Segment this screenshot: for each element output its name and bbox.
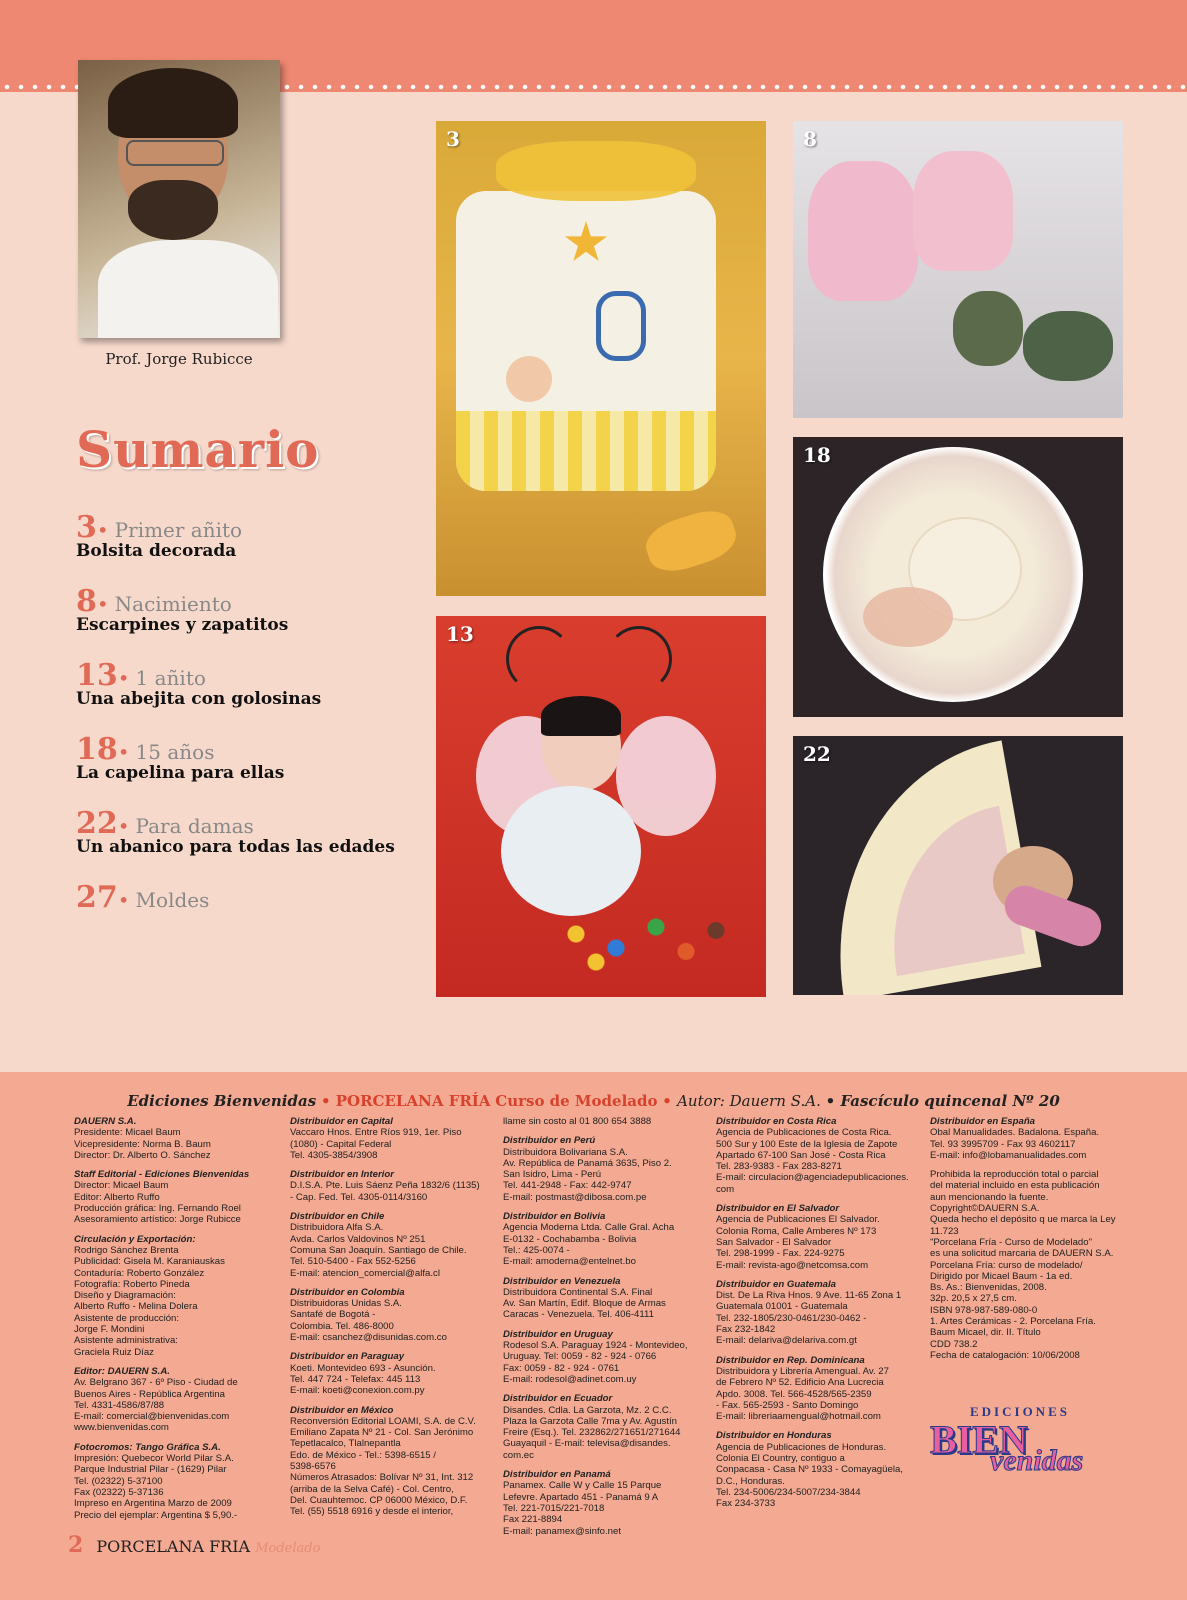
credits-line: Rodrigo Sánchez Brenta [74, 1244, 179, 1256]
credits-line: Apdo. 3008. Tel. 566-4528/565-2359 [716, 1388, 872, 1400]
bullet-icon: • [117, 814, 130, 838]
toc-subtitle: Un abanico para todas las edades [76, 837, 395, 857]
credits-line[interactable]: E-mail: csanchez@disunidas.com.co [290, 1332, 447, 1344]
credits-block [503, 1135, 703, 1203]
credits-line: Tel. 298-1999 - Fax. 224-9275 [716, 1248, 845, 1260]
credits-line[interactable]: E-mail: info@lobamanualidades.com [930, 1149, 1087, 1161]
credits-line: - Fax. 565-2593 - Santo Domingo [716, 1399, 859, 1411]
flower-bouquet [863, 587, 953, 647]
credits-line: Disandes. Cdla. La Garzota, Mz. 2 C.C. [503, 1404, 672, 1416]
toc-title: 15 años [135, 740, 215, 764]
credits-line: com.ec [503, 1449, 534, 1461]
credits-line[interactable]: E-mail: atencion_comercial@alfa.cl [290, 1267, 440, 1279]
credits-heading: Circulación y Exportación: [74, 1233, 196, 1245]
credits-line: de Febrero Nº 52. Edificio Ana Lucrecia [716, 1377, 884, 1389]
credits-heading: Staff Editorial - Ediciones Bienvenidas [74, 1169, 250, 1181]
publisher-name: Ediciones Bienvenidas [127, 1092, 317, 1110]
pink-bootie [808, 161, 918, 301]
credits-line: Graciela Ruiz Díaz [74, 1346, 154, 1358]
credits-line: (arriba de la Selva Café) - Col. Centro, [290, 1483, 454, 1495]
credits-line: Tel. 510-5400 - Fax 552-5256 [290, 1256, 416, 1268]
credits-block [74, 1366, 274, 1434]
credits-line: Fecha de catalogación: 10/06/2008 [930, 1349, 1080, 1361]
antenna [606, 626, 672, 692]
toc-page-number: 27 [76, 880, 118, 915]
credits-line: Publicidad: Gisela M. Karaniauskas [74, 1256, 225, 1268]
toc-title: Primer añito [114, 518, 243, 542]
bee-body [501, 786, 641, 916]
credits-heading: Distribuidor en Chile [290, 1211, 385, 1223]
toc-page-number: 18 [76, 732, 118, 767]
credits-line: Bs. As.: Bienvenidas, 2008. [930, 1282, 1047, 1294]
portrait-shirt [98, 240, 278, 338]
credits-line: Impreso en Argentina Marzo de 2009 [74, 1498, 232, 1510]
credits-line: Tel. 93 3995709 - Fax 93 4602117 [930, 1138, 1076, 1150]
footer-title: PORCELANA FRIA [96, 1537, 251, 1556]
credits-line: Plaza la Garzota Calle 7ma y Av. Agustín [503, 1415, 678, 1427]
credits-heading: Distribuidor en España [930, 1116, 1036, 1127]
credits-block [503, 1329, 703, 1385]
credits-block [74, 1442, 274, 1521]
credits-line: "Porcelana Fría - Curso de Modelado" [930, 1236, 1092, 1248]
credits-block [503, 1211, 703, 1267]
author-portrait [78, 60, 280, 338]
credits-line: Rodesol S.A. Paraguay 1924 - Montevideo, [503, 1340, 688, 1352]
photo-page-label: 13 [446, 622, 474, 646]
portrait-beard [128, 180, 218, 240]
credits-line: Guatemala 01001 - Guatemala [716, 1301, 848, 1313]
credits-line[interactable]: Guayaquil - E-mail: televisa@disandes. [503, 1438, 671, 1450]
toc-subtitle: Escarpines y zapatitos [76, 615, 289, 635]
credits-line: Contaduría: Roberto González [74, 1267, 205, 1279]
credits-line: Tel. 441-2948 - Fax: 442-9747 [503, 1180, 632, 1192]
credits-heading: Distribuidor en Paraguay [290, 1351, 405, 1363]
credits-line: Edo. de México - Tel.: 5398-6515 / [290, 1449, 436, 1461]
credits-heading: Distribuidor en Rep. Dominicana [716, 1354, 865, 1366]
credits-line: Prohibida la reproducción total o parcial [930, 1169, 1099, 1181]
photo-abejita [436, 616, 766, 997]
toc-subtitle: Bolsita decorada [76, 541, 237, 561]
credits-line: Alberto Ruffo - Melina Dolera [74, 1301, 198, 1313]
credits-block [716, 1355, 916, 1423]
credits-heading: Distribuidor en Honduras [716, 1430, 832, 1442]
credits-line: Tel. 221-7015/221-7018 [503, 1502, 605, 1514]
credits-line: Av. Belgrano 367 - 6º Piso - Ciudad de [74, 1377, 238, 1389]
toc-item[interactable] [76, 806, 416, 880]
credits-block [74, 1234, 274, 1358]
credits-line: del material incluido en esta publicación [930, 1180, 1100, 1192]
toc-title: Para damas [135, 814, 254, 838]
credits-line: Asistente administrativa: [74, 1335, 178, 1347]
portrait-hair [108, 68, 238, 138]
credits-line: Caracas - Venezuela. Tel. 406-4111 [503, 1309, 654, 1321]
credits-line: Fax 232-1842 [716, 1324, 776, 1336]
credits-line: Vaccaro Hnos. Entre Ríos 919, 1er. Piso [290, 1127, 462, 1139]
credits-heading: Distribuidor en Ecuador [503, 1393, 613, 1405]
credits-line: aun mencionando la fuente. [930, 1191, 1049, 1203]
credits-line[interactable]: E-mail: comercial@bienvenidas.com [74, 1411, 230, 1423]
credits-block [716, 1430, 916, 1509]
footer-subtitle: Modelado [255, 1541, 321, 1556]
credits-line: 1. Artes Cerámicas - 2. Porcelana Fría. [930, 1316, 1096, 1328]
toc-title: 1 añito [135, 666, 206, 690]
credits-line[interactable]: E-mail: postmast@dibosa.com.pe [503, 1191, 647, 1203]
credits-column-5 [930, 1116, 1145, 1369]
credits-line: San Isidro, Lima - Perú [503, 1169, 602, 1181]
credits-heading: Distribuidor en Guatemala [716, 1278, 836, 1290]
credits-line: Distribuidora Continental S.A. Final [503, 1286, 653, 1298]
baby-face [506, 356, 552, 402]
credits-block [290, 1287, 490, 1343]
credits-line: Conpacasa - Casa Nº 1933 - Comayagüela, [716, 1464, 903, 1476]
credits-line: Emiliano Zapata Nº 21 - Col. San Jerónimo [290, 1427, 474, 1439]
bullet-icon: • [96, 592, 109, 616]
collection-name: PORCELANA FRÍA [335, 1092, 491, 1110]
portrait-glasses [126, 140, 224, 166]
credits-line: D.C., Honduras. [716, 1475, 785, 1487]
photo-page-label: 18 [803, 443, 831, 467]
credits-line: Reconversión Editorial LOAMI, S.A. de C.V. [290, 1415, 476, 1427]
credits-line: Tel. 4305-3854/3908 [290, 1149, 378, 1161]
credits-heading: Distribuidor en Bolivia [503, 1211, 606, 1223]
sumario-title: Sumario [76, 420, 320, 479]
credits-line: Buenos Aires - República Argentina [74, 1388, 225, 1400]
credits-line: Tel. 234-5006/234-5007/234-3844 [716, 1486, 861, 1498]
credits-line: Distribuidora Alfa S.A. [290, 1222, 384, 1234]
floral-shoe [953, 291, 1023, 366]
credits-block [290, 1351, 490, 1396]
credits-line: Distribuidora Bolivariana S.A. [503, 1146, 628, 1158]
credits-line[interactable]: E-mail: koeti@conexion.com.py [290, 1385, 425, 1397]
credits-line: Agencia de Publicaciones de Honduras. [716, 1441, 887, 1453]
credits-line: Apartado 67-100 San José - Costa Rica [716, 1149, 886, 1161]
bag-stripes [456, 411, 716, 491]
credits-line: Colonia El Country, contiguo a [716, 1453, 845, 1465]
credits-line: Tel. 232-1805/230-0461/230-0462 - [716, 1312, 867, 1324]
credits-line[interactable]: E-mail: amoderna@entelnet.bo [503, 1256, 636, 1268]
credits-line: Comuna San Joaquín. Santiago de Chile. [290, 1244, 467, 1256]
credits-line: Agencia de Publicaciones de Costa Rica. [716, 1127, 892, 1139]
logo-ediciones: EDICIONES [970, 1404, 1070, 1419]
credits-line: Freire (Esq.). Tel. 232862/271651/271644 [503, 1427, 681, 1439]
credits-heading: Distribuidor en Perú [503, 1135, 596, 1147]
bullet-icon: • [117, 888, 130, 912]
author-caption: Prof. Jorge Rubicce [105, 350, 253, 368]
credits-block [503, 1469, 703, 1537]
photo-page-label: 3 [446, 127, 460, 151]
page-number: 2 [68, 1532, 84, 1558]
pink-bootie [913, 151, 1013, 271]
page-footer [68, 1532, 320, 1558]
credits-line[interactable]: E-mail: circulacion@agenciadepublicaciones. [716, 1172, 909, 1184]
credits-line: Av. San Martín, Edif. Bloque de Armas [503, 1298, 666, 1310]
credits-heading: Distribuidor en Uruguay [503, 1328, 613, 1340]
photo-escarpines [793, 121, 1123, 418]
credits-heading: Distribuidor en Venezuela [503, 1275, 621, 1287]
credits-heading: Distribuidor en Panamá [503, 1469, 611, 1481]
toc-item[interactable] [76, 658, 416, 732]
credits-line: llame sin costo al 01 800 654 3888 [503, 1116, 652, 1127]
photo-page-label: 8 [803, 127, 817, 151]
credits-heading: DAUERN S.A. [74, 1116, 137, 1127]
credits-block [74, 1169, 274, 1225]
table-of-contents [76, 510, 416, 954]
credits-line: Dist. De La Riva Hnos. 9 Ave. 11-65 Zona 1 [716, 1290, 902, 1302]
credits-block [290, 1405, 490, 1518]
credits-heading: Distribuidor en Interior [290, 1169, 394, 1181]
credits-block [290, 1211, 490, 1279]
antenna [506, 626, 572, 692]
candies [546, 906, 746, 976]
credits-line: Koeti. Montevideo 693 - Asunción. [290, 1362, 436, 1374]
credits-line: Avda. Carlos Valdovinos Nº 251 [290, 1233, 426, 1245]
credits-line: Del. Cuauhtemoc. CP 06000 México, D.F. [290, 1494, 468, 1506]
credits-line: Vicepresidente: Norma B. Baum [74, 1138, 211, 1150]
toc-page-number: 22 [76, 806, 118, 841]
candy-wrappers [496, 141, 696, 201]
credits-line[interactable]: E-mail: rodesol@adinet.com.uy [503, 1373, 637, 1385]
credits-line: Director: Micael Baum [74, 1180, 169, 1192]
credits-line: Asesoramiento artístico: Jorge Rubicce [74, 1214, 241, 1226]
credits-line: E-0132 - Cochabamba - Bolivia [503, 1233, 637, 1245]
credits-line: D.I.S.A. Pte. Luis Sáenz Peña 1832/6 (1135) [290, 1180, 480, 1192]
credits-line[interactable]: www.bienvenidas.com [74, 1422, 169, 1434]
credits-line: com [716, 1183, 735, 1195]
credits-line: Fax (02322) 5-37136 [74, 1486, 164, 1498]
toc-item[interactable] [76, 880, 416, 954]
photo-capelina [793, 437, 1123, 717]
credits-line: Tel. 447 724 - Telefax: 445 113 [290, 1373, 421, 1385]
credits-line: CDD 738.2 [930, 1338, 978, 1350]
credits-line: ISBN 978-987-589-080-0 [930, 1304, 1038, 1316]
credits-line: Queda hecho el depósito q ue marca la Ley 11.723 [930, 1214, 1116, 1237]
credits-line: Agencia de Publicaciones El Salvador. [716, 1214, 880, 1226]
credits-header: Ediciones Bienvenidas • PORCELANA FRÍA Curso de Modelado • Autor: Dauern S.A. • Fascículo quincenal Nº 20 [127, 1092, 1060, 1110]
credits-line: Agencia Moderna Ltda. Calle Gral. Acha [503, 1222, 675, 1234]
credits-line: Asistente de producción: [74, 1312, 180, 1324]
credits-line: Dirigido por Micael Baum - 1a ed. [930, 1270, 1073, 1282]
credits-line: Presidente: Micael Baum [74, 1127, 181, 1139]
credits-line: Jorge F. Mondini [74, 1324, 145, 1336]
credits-line: Lefevre. Apartado 451 - Panamá 9 A [503, 1491, 659, 1503]
credits-block [930, 1116, 1145, 1161]
credits-line: Panamex. Calle W y Calle 15 Parque [503, 1480, 662, 1492]
credits-line: Diseño y Diagramación: [74, 1290, 176, 1302]
credits-line: Colonia Roma, Calle Amberes Nº 173 [716, 1225, 877, 1237]
credits-line: Tel. 4331-4586/87/88 [74, 1399, 165, 1411]
credits-line: Distribuidora y Librería Amengual. Av. 27 [716, 1365, 889, 1377]
credits-heading: Editor: DAUERN S.A. [74, 1365, 170, 1377]
credits-heading: Distribuidor en Colombia [290, 1286, 405, 1298]
credits-block [290, 1169, 490, 1203]
logo-venidas: venidas [990, 1444, 1084, 1477]
bienvenidas-logo [930, 1404, 1110, 1494]
credits-block [930, 1169, 1145, 1361]
credits-line: Baum Micael, dir. II. Título [930, 1327, 1041, 1339]
credits-line: 500 Sur y 100 Este de la Iglesia de Zapote [716, 1138, 898, 1150]
credits-line: Números Atrasados: Bolívar Nº 31, Int. 312 [290, 1472, 474, 1484]
course-name: Curso de Modelado [495, 1092, 658, 1110]
credits-line: Fax 234-3733 [716, 1498, 776, 1510]
credits-block [716, 1116, 916, 1195]
credits-block [716, 1279, 916, 1347]
toc-title: Nacimiento [114, 592, 232, 616]
credits-line: Av. República de Panamá 3635, Piso 2. [503, 1157, 672, 1169]
credits-line: Distribuidoras Unidas S.A. [290, 1298, 402, 1310]
toc-page-number: 8 [76, 584, 97, 619]
pacifier-ring [596, 291, 646, 361]
credits-line: Director: Dr. Alberto O. Sánchez [74, 1149, 211, 1161]
credits-line: Tel. (55) 5518 6916 y desde el interior, [290, 1506, 454, 1518]
bullet-icon: • [117, 740, 130, 764]
toc-page-number: 3 [76, 510, 97, 545]
credits-column-2 [290, 1116, 490, 1526]
credits-line: es una solicitud marcaria de DAUERN S.A. [930, 1248, 1114, 1260]
credits-line: Producción gráfica: Ing. Fernando Roel [74, 1203, 241, 1215]
credits-block [503, 1393, 703, 1461]
credits-line: Obal Manualidades. Badalona. España. [930, 1127, 1100, 1139]
credits-block [74, 1116, 274, 1161]
credits-heading: Fotocromos: Tango Gráfica S.A. [74, 1441, 221, 1453]
credits-line: Precio del ejemplar: Argentina $ 5,90.- [74, 1509, 238, 1521]
credits-line: Parque Industrial Pilar - (1629) Pilar [74, 1464, 227, 1476]
credits-line: Fotografía: Roberto Pineda [74, 1278, 190, 1290]
bullet-icon: • [96, 518, 109, 542]
credits-line[interactable]: E-mail: panamex@sinfo.net [503, 1525, 621, 1537]
credits-line: Editor: Alberto Ruffo [74, 1191, 160, 1203]
logo-bien: BIEN [930, 1417, 1028, 1462]
toc-subtitle: La capelina para ellas [76, 763, 285, 783]
toc-item[interactable] [76, 732, 416, 806]
credits-line: Porcelana Fría: curso de modelado/ [930, 1259, 1083, 1271]
credits-block [716, 1203, 916, 1271]
issue-label: Fascículo quincenal Nº 20 [840, 1092, 1060, 1110]
credits-column-4 [716, 1116, 916, 1518]
credits-block [503, 1276, 703, 1321]
credits-heading: Distribuidor en México [290, 1404, 394, 1416]
photo-abanico [793, 736, 1123, 995]
bee-cap [541, 696, 621, 736]
photo-bolsita [436, 121, 766, 596]
credits-line: Fax: 0059 - 82 - 924 - 0761 [503, 1362, 620, 1374]
credits-line: Fax 221-8894 [503, 1514, 563, 1526]
bullet-icon: • [117, 666, 130, 690]
credits-line: Tel. (02322) 5-37100 [74, 1475, 163, 1487]
credits-line: Copyright©DAUERN S.A. [930, 1203, 1040, 1215]
credits-line: Tel. 283-9383 - Fax 283-8271 [716, 1161, 842, 1173]
credits-line: Santafé de Bogotá - [290, 1309, 376, 1321]
credits-heading: Distribuidor en Capital [290, 1116, 393, 1127]
credits-line: Tel.: 425-0074 - [503, 1244, 570, 1256]
credits-line: 5398-6576 [290, 1461, 336, 1473]
credits-heading: Distribuidor en El Salvador [716, 1203, 840, 1215]
credits-block [503, 1116, 703, 1127]
credits-line: 32p. 20,5 x 27,5 cm. [930, 1293, 1017, 1305]
credits-column-1 [74, 1116, 274, 1529]
photo-page-label: 22 [803, 742, 831, 766]
candy [640, 503, 741, 578]
author-label: Autor: Dauern S.A. [677, 1092, 821, 1110]
credits-line: Uruguay. Tel: 0059 - 82 - 924 - 0766 [503, 1351, 657, 1363]
floral-shoe [1023, 311, 1113, 381]
toc-page-number: 13 [76, 658, 118, 693]
credits-column-3 [503, 1116, 703, 1545]
credits-line[interactable]: E-mail: libreriaamengual@hotmail.com [716, 1411, 881, 1423]
credits-line[interactable]: E-mail: delariva@delariva.com.gt [716, 1335, 857, 1347]
credits-heading: Distribuidor en Costa Rica [716, 1116, 837, 1127]
credits-line: Colombia. Tel. 486-8000 [290, 1320, 394, 1332]
credits-line: Impresión: Quebecor World Pilar S.A. [74, 1453, 234, 1465]
credits-line: - Cap. Fed. Tel. 4305-0114/3160 [290, 1191, 428, 1203]
credits-line: Tepetlacalco, Tlalnepantla [290, 1438, 401, 1450]
toc-subtitle: Una abejita con golosinas [76, 689, 322, 709]
credits-block [290, 1116, 490, 1161]
credits-line: (1080) - Capital Federal [290, 1138, 392, 1150]
credits-line: San Salvador - El Salvador [716, 1236, 832, 1248]
credits-line[interactable]: E-mail: revista-ago@netcomsa.com [716, 1259, 869, 1271]
toc-item[interactable] [76, 584, 416, 658]
toc-item[interactable] [76, 510, 416, 584]
toc-title: Moldes [135, 888, 210, 912]
